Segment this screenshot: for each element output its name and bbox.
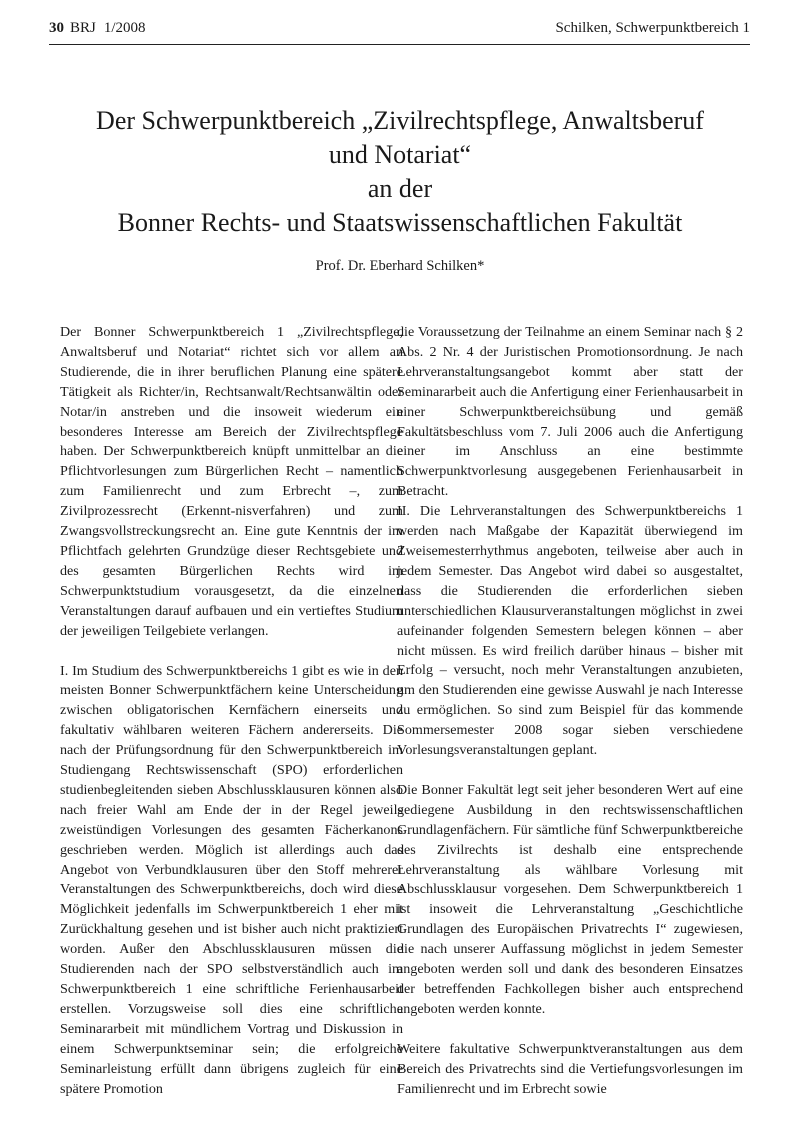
running-title: Schilken, Schwerpunktbereich 1 bbox=[555, 20, 750, 36]
journal-name: BRJ bbox=[70, 20, 96, 36]
right-column bbox=[397, 323, 743, 1100]
left-column bbox=[60, 323, 403, 1099]
article-author: Prof. Dr. Eberhard Schilken* bbox=[315, 258, 485, 274]
paragraph: die Voraussetzung der Teilnahme an einem Seminar nach § 2 Abs. 2 Nr. 4 der Juristischen Promotionsordnung. Je nach Lehrveranstaltungsangebot kommt aber statt der Seminararbeit auch die Anfertigung einer Ferienhausarbeit in einer Schwerpunktbereichsübung und gemäß Fakultätsbeschluss vom 7. Juli 2006 auch die Anfertigung einer im Anschluss an eine bestimmte Schwerpunktvorlesung ausgegebenen Ferienhausarbeit in Betracht. bbox=[397, 324, 743, 500]
paragraph: II. Die Lehrveranstaltungen des Schwerpunktbereichs 1 werden nach Maßgabe der Kapazität überwiegend im Zweisemesterrhythmus angeboten, teilweise aber auch in jedem Semester. Das Angebot wird dabei so ausgestaltet, dass die Studierenden die erforderlichen sieben unterschiedlichen Klausurveranstaltungen möglichst in zwei aufeinander folgenden Semestern belegen können – aber nicht müssen. Es wird freilich darüber hinaus – bisher mit Erfolg – versucht, noch mehr Veranstaltungen anzubieten, um den Studierenden eine gewisse Auswahl je nach Interesse zu ermöglichen. So sind zum Beispiel für das kommende Sommersemester 2008 sogar sieben verschiedene Vorlesungsveranstaltungen geplant. bbox=[397, 503, 743, 759]
paragraph: Weitere fakultative Schwerpunktveranstaltungen aus dem Bereich des Privatrechts sind die Vertiefungsvorlesungen im Familienrecht und im Erbrecht sowie bbox=[397, 1040, 743, 1097]
title-line: und Notariat“ bbox=[328, 140, 472, 169]
title-line: Der Schwerpunktbereich „Zivilrechtspflege, Anwaltsberuf bbox=[96, 106, 704, 135]
paragraph: Die Bonner Fakultät legt seit jeher besonderen Wert auf eine gediegene Ausbildung in den rechtswissenschaftlichen Grundlagenfächern. Für sämtliche fünf Schwerpunktbereiche des Zivilrechts ist deshalb eine entsprechende Lehrveranstaltung als wählbare Vorlesung mit Abschlussklausur vorgesehen. Dem Schwerpunktbereich 1 ist insoweit die Lehrveranstaltung „Geschichtliche Grundlagen des Europäischen Privatrechts I“ zugewiesen, die nach unserer Auffassung möglichst in jedem Semester angeboten werden soll und dank des besonderen Einsatzes der betreffenden Fachkollegen bisher auch entsprechend angeboten werden konnte. bbox=[397, 781, 743, 1017]
title-line: an der bbox=[367, 174, 433, 203]
running-header bbox=[49, 17, 750, 41]
page-number: 30 bbox=[49, 20, 64, 36]
header-rule bbox=[49, 44, 750, 45]
article-title bbox=[40, 104, 760, 240]
header-left bbox=[49, 17, 146, 39]
title-line: Bonner Rechts- und Staatswissenschaftlichen Fakultät bbox=[117, 208, 683, 237]
paragraph: Der Bonner Schwerpunktbereich 1 „Zivilrechtspflege, Anwaltsberuf und Notariat“ richtet sich vor allem an Studierende, die in ihrer beruflichen Planung eine spätere Tätigkeit als Richter/in, Rechtsanwalt/Rechtsanwältin oder Notar/in anstreben und die insoweit wiederum ein besonderes Interesse am Bereich der Zivilrechtspflege haben. Der Schwerpunktbereich knüpft unmittelbar an die Pflichtvorlesungen zum Bürgerlichen Recht – namentlich zum Familienrecht und zum Erbrecht –, zum Zivilprozessrecht (Erkennt-nisverfahren) und zum Zwangsvollstreckungsrecht an. Eine gute Kenntnis der im Pflichtfach gelehrten Grundzüge dieser Rechtsgebiete und des gesamten Bürgerlichen Rechts wird im Schwerpunktstudium vorausgesetzt, da die einzelnen Veranstaltungen darauf aufbauen und ein vertieftes Studium der jeweiligen Teilgebiete verlangen. bbox=[60, 324, 403, 639]
journal-issue: 1/2008 bbox=[103, 20, 146, 36]
paragraph: I. Im Studium des Schwerpunktbereichs 1 gibt es wie in den meisten Bonner Schwerpunktfächern keine Unterscheidung zwischen obligatorischen Kernfächern einerseits und fakultativ wählbaren weiteren Fächern andererseits. Die nach der Prüfungsordnung für den Schwerpunktbereich im Studiengang Rechtswissenschaft (SPO) erforderlichen studienbegleitenden sieben Abschlussklausuren können also nach freier Wahl am Ende der in der Regel jeweils zweistündigen Vorlesungen des gesamten Fächerkanons geschrieben werden. Möglich ist allerdings auch das Angebot von Verbundklausuren über den Stoff mehrerer Veranstaltungen des Schwerpunktbereichs, doch wird diese Möglichkeit jedenfalls im Schwerpunktbereich 1 eher mit Zurückhaltung gesehen und ist bisher auch nicht praktiziert worden. Außer den Abschlussklausuren müssen die Studierenden nach der SPO selbstverständlich auch im Schwerpunktbereich 1 eine schriftliche Ferienhausarbeit erstellen. Vorzugsweise soll dies eine schriftliche Seminararbeit mit mündlichem Vortrag und Diskussion in einem Schwerpunktseminar sein; die erfolgreiche Seminarleistung erfüllt dann übrigens zugleich für eine spätere Promotion bbox=[60, 662, 403, 1097]
